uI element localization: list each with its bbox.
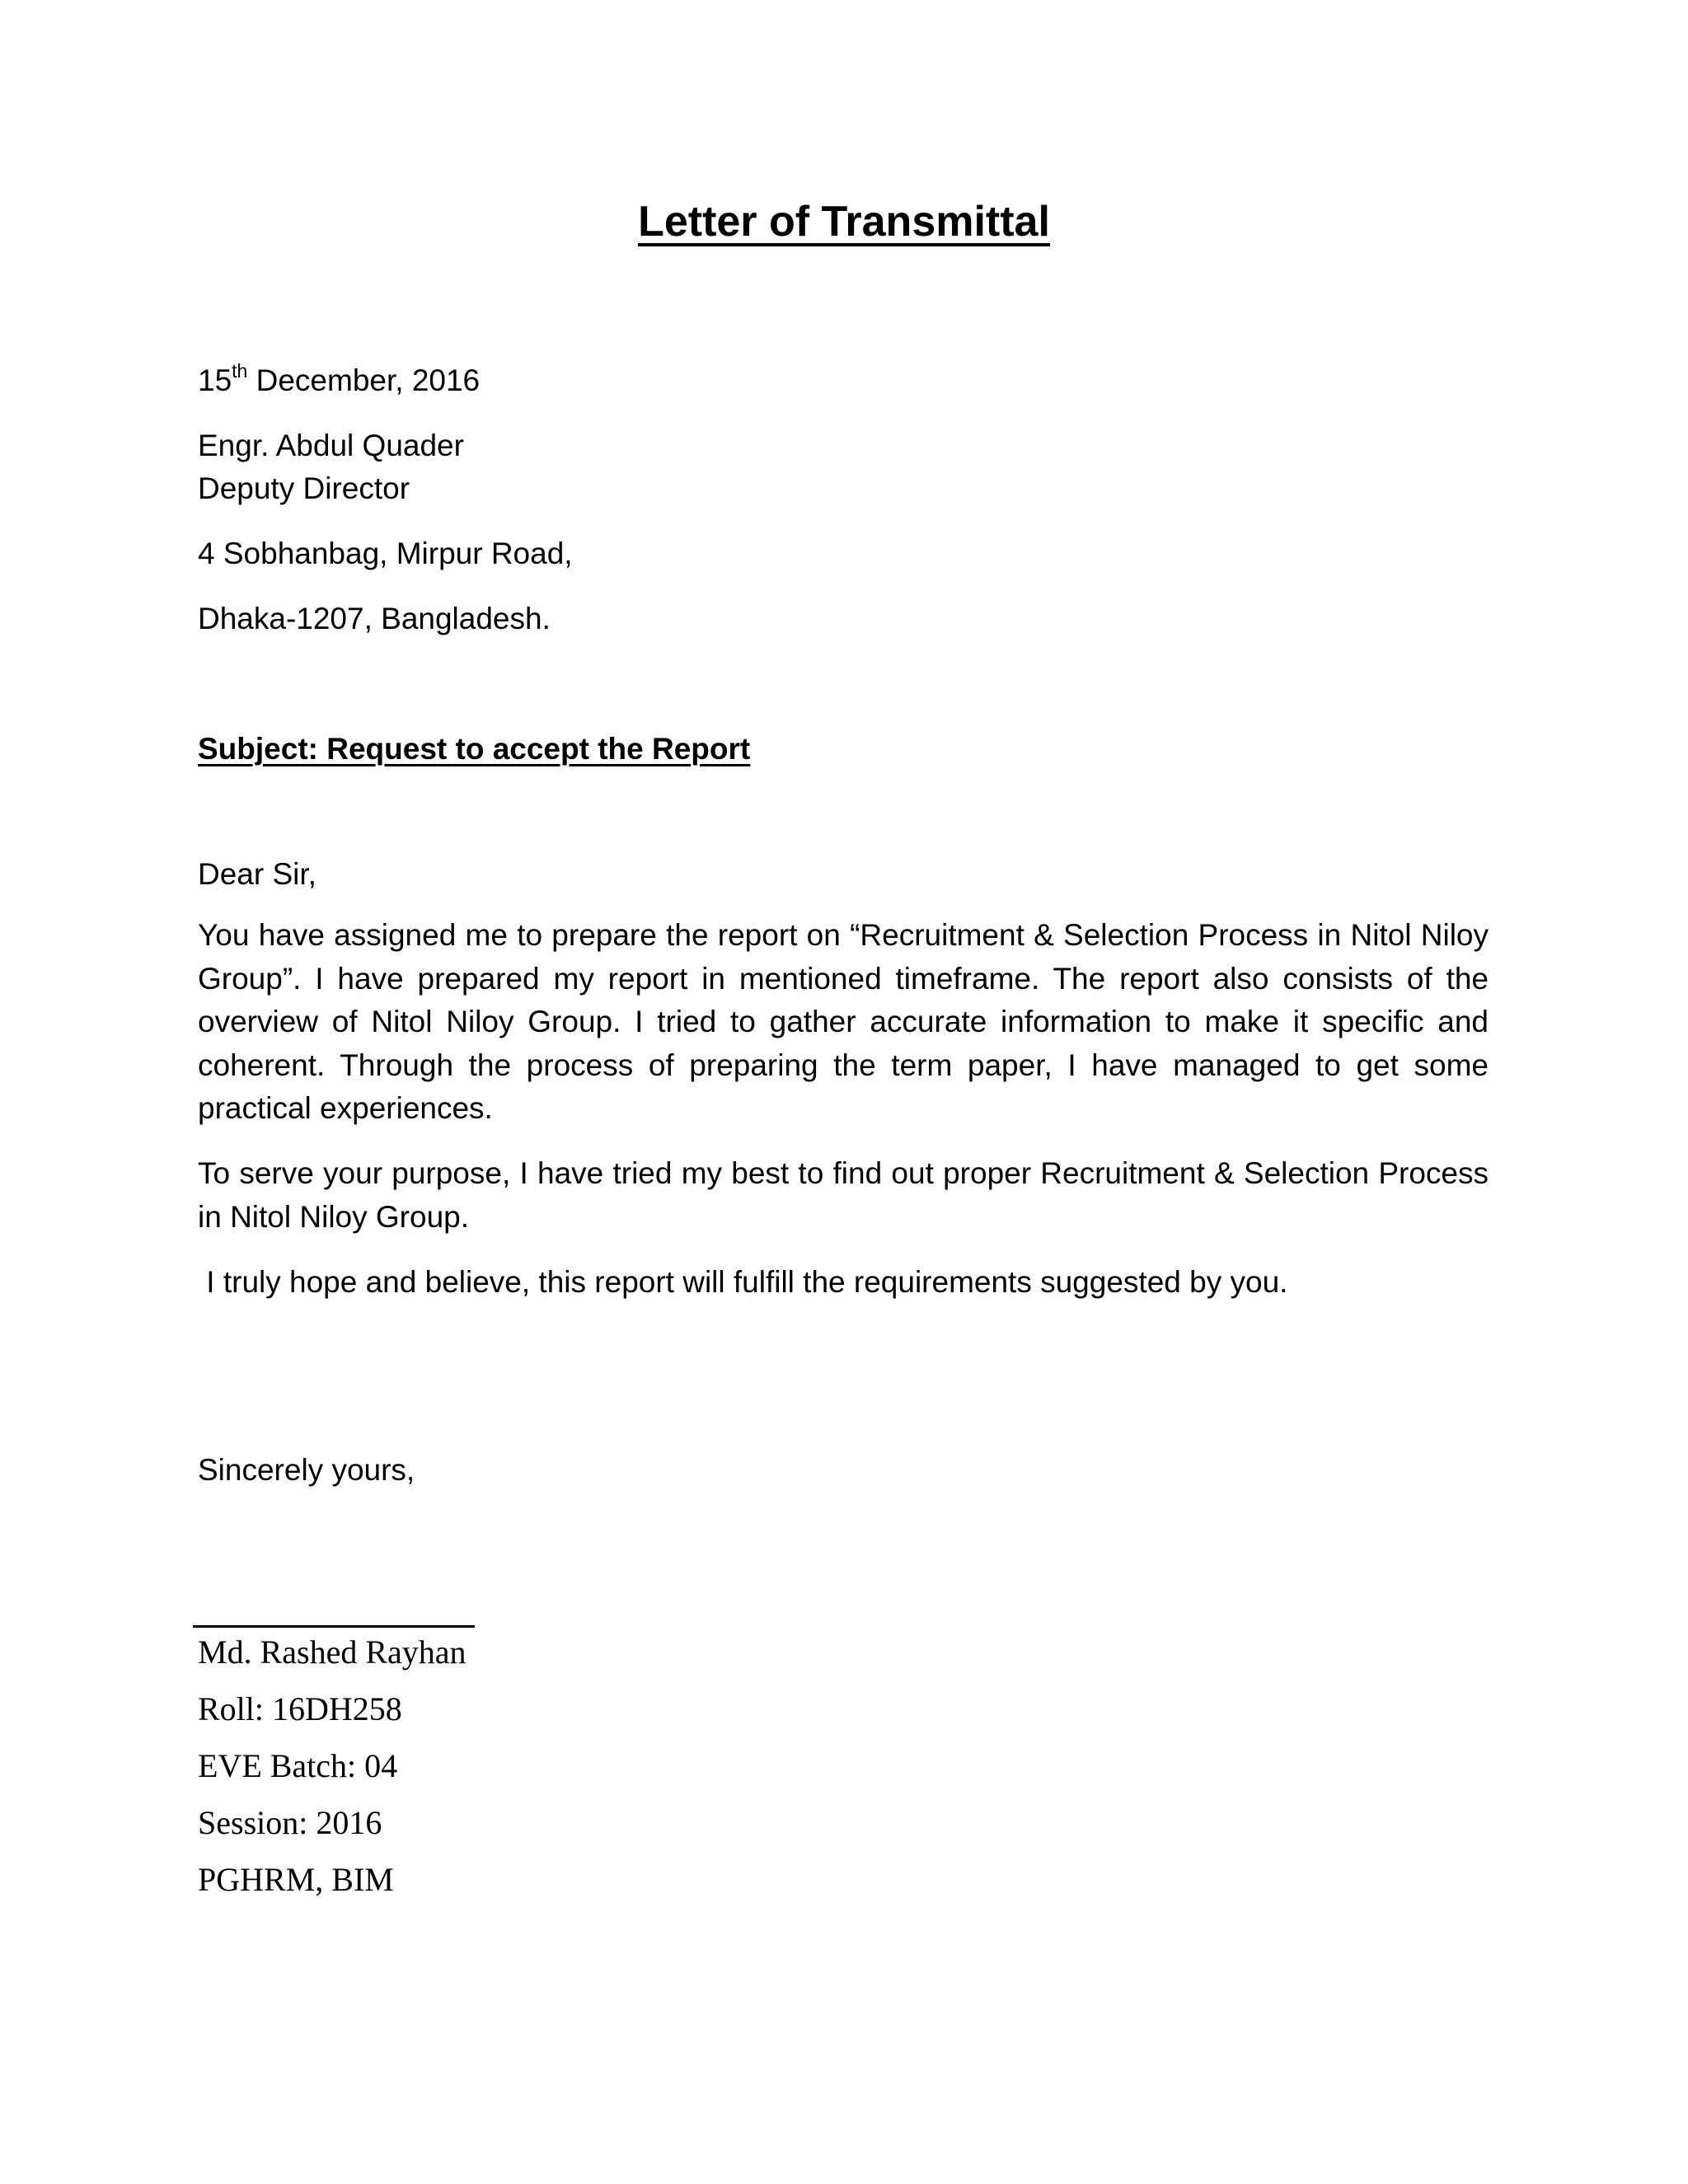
body-paragraph-2: To serve your purpose, I have tried my best to find out proper Recruitment & Selection Process in Nitol Niloy Group. bbox=[198, 1156, 1489, 1234]
signature-session: Session: 2016 bbox=[198, 1804, 382, 1841]
date-rest: December, 2016 bbox=[247, 363, 481, 397]
body-paragraph-1: You have assigned me to prepare the report on “Recruitment & Selection Process in Nitol Niloy Group”. I have prepared my report in mentioned timeframe. The report also consists of the overview of Nitol Niloy Group. I tried to gather accurate information to make it specific and coherent. Through the process of preparing the term paper, I have managed to get some practical experiences. bbox=[198, 918, 1489, 1125]
closing: Sincerely yours, bbox=[198, 1453, 415, 1487]
signature-name: Md. Rashed Rayhan bbox=[198, 1633, 467, 1671]
subject-line: Subject: Request to accept the Report bbox=[198, 732, 751, 766]
recipient-address-line2: Dhaka-1207, Bangladesh. bbox=[198, 602, 551, 635]
signature-roll: Roll: 16DH258 bbox=[198, 1690, 402, 1727]
recipient-name: Engr. Abdul Quader bbox=[198, 429, 464, 462]
page-title: Letter of Transmittal bbox=[638, 198, 1050, 246]
signature-batch: EVE Batch: 04 bbox=[198, 1747, 398, 1784]
date-day: 15 bbox=[198, 363, 232, 397]
salutation: Dear Sir, bbox=[198, 857, 316, 891]
date-suffix: th bbox=[232, 360, 248, 382]
recipient-position: Deputy Director bbox=[198, 471, 410, 505]
signature-line bbox=[193, 1625, 475, 1628]
recipient-address-line1: 4 Sobhanbag, Mirpur Road, bbox=[198, 537, 573, 570]
body-paragraph-3: I truly hope and believe, this report will fulfill the requirements suggested by you. bbox=[198, 1265, 1288, 1299]
signature-program: PGHRM, BIM bbox=[198, 1861, 394, 1898]
letter-date bbox=[198, 359, 480, 402]
